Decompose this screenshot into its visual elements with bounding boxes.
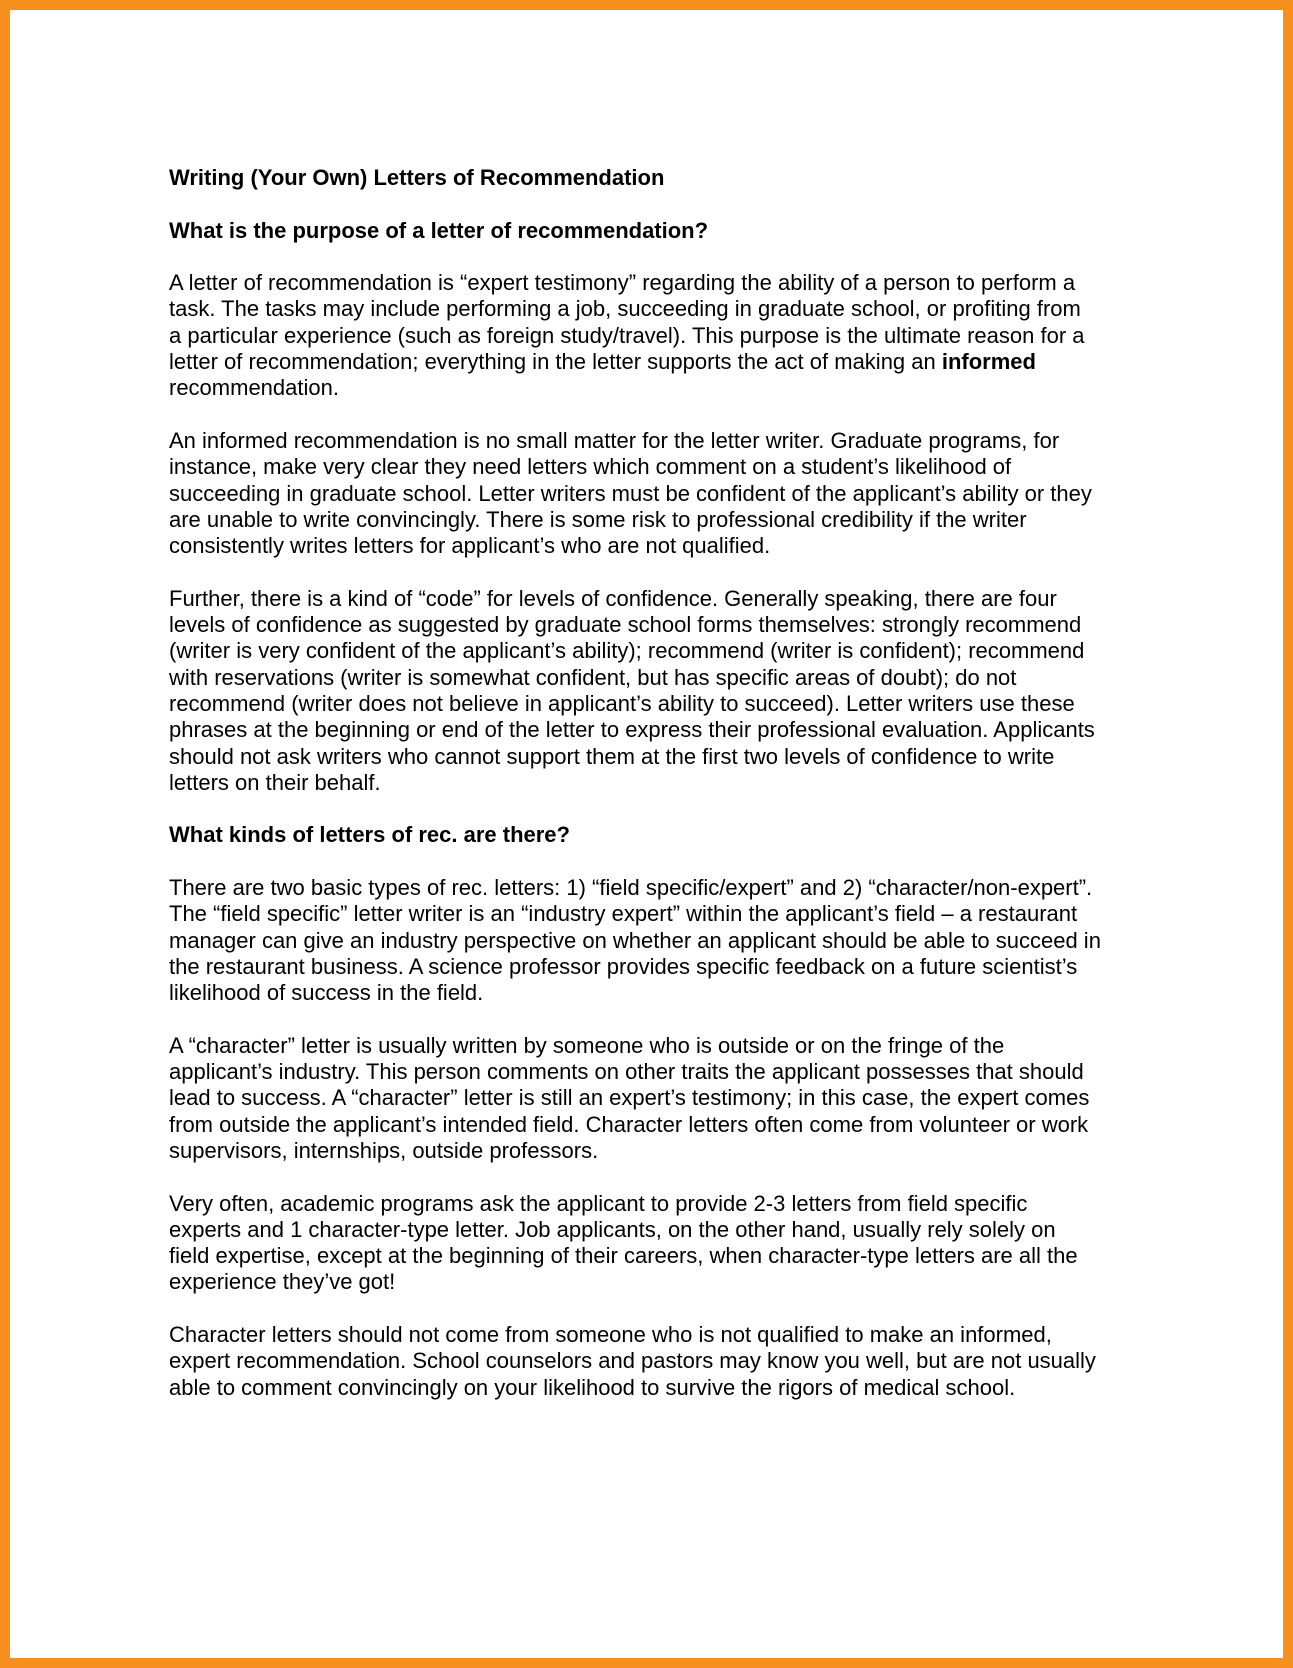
paragraph: Further, there is a kind of “code” for levels of confidence. Generally speaking, there are four levels of confidence as suggested by graduate school forms themselves: strongly recommend (writer is very confident of the applicant’s ability); recommend (writer is confident); recommend with reservations (writer is somewhat confident, but has specific areas of doubt); do not recommend (writer does not believe in applicant’s ability to succeed). Letter writers use these phrases at the beginning or end of the letter to express their professional evaluation. Applicants should not ask writers who cannot support them at the first two levels of confidence to write letters on their behalf. <box>169 585 1095 795</box>
document-page <box>169 165 1149 1427</box>
bold-text: informed <box>941 349 1036 375</box>
paragraph: Character letters should not come from someone who is not qualified to make an informed, expert recommendation. School counselors and pastors may know you well, but are not usually able to comment convincingly on your likelihood to survive the rigors of medical school. <box>169 1322 1096 1400</box>
paragraph <box>169 270 1149 401</box>
paragraph-text: recommendation. <box>169 375 339 401</box>
section-kinds <box>169 822 1149 1401</box>
paragraph: An informed recommendation is no small matter for the letter writer. Graduate programs, for instance, make very clear they need letters which comment on a student’s likelihood of succeeding in graduate school. Letter writers must be confident of the applicant’s ability or they are unable to write convincingly. There is some risk to professional credibility if the writer consistently writes letters for applicant’s who are not qualified. <box>169 427 1092 559</box>
paragraph: A “character” letter is usually written by someone who is outside or on the fringe of the applicant’s industry. This person comments on other traits the applicant possesses that should lead to success. A “character” letter is still an expert’s testimony; in this case, the expert comes from outside the applicant’s intended field. Character letters often come from volunteer or work supervisors, internships, outside professors. <box>169 1032 1090 1163</box>
document-title: Writing (Your Own) Letters of Recommendation <box>169 165 665 190</box>
paragraph: There are two basic types of rec. letters: 1) “field specific/expert” and 2) “character/non-expert”. The “field specific” letter writer is an “industry expert” within the applicant’s field – a restaurant manager can give an industry perspective on whether an applicant should be able to succeed in the restaurant business. A science professor provides specific feedback on a future scientist’s likelihood of success in the field. <box>169 875 1101 1006</box>
paragraph-text: A letter of recommendation is “expert testimony” regarding the ability of a person to perform a task. The tasks may include performing a job, succeeding in graduate school, or profiting from a particular experience (such as foreign study/travel). This purpose is the ultimate reason for a letter of recommendation; everything in the letter supports the act of making an <box>169 270 1085 375</box>
section-heading: What is the purpose of a letter of recommendation? <box>169 217 709 243</box>
section-purpose <box>169 218 1149 797</box>
paragraph: Very often, academic programs ask the applicant to provide 2-3 letters from field specific experts and 1 character-type letter. Job applicants, on the other hand, usually rely solely on field expertise, except at the beginning of their careers, when character-type letters are all the experience they’ve got! <box>169 1190 1078 1295</box>
section-heading: What kinds of letters of rec. are there? <box>169 822 570 848</box>
